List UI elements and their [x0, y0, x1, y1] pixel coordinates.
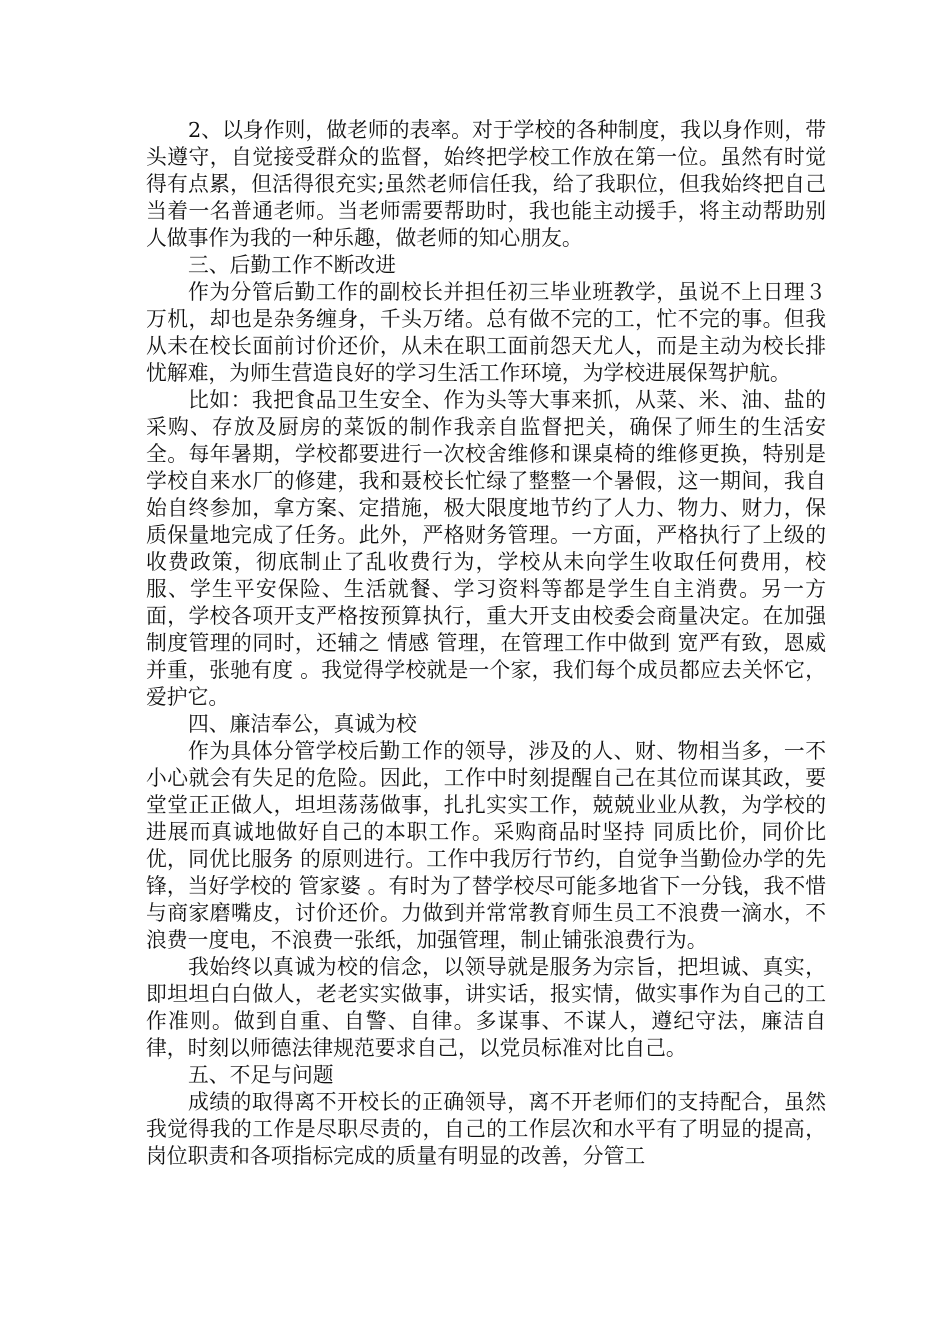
paragraph-logistics-examples: 比如：我把食品卫生安全、作为头等大事来抓，从菜、米、油、盐的采购、存放及厨房的菜饭的制作我亲自监督把关，确保了师生的生活安全。每年暑期，学校都要进行一次校舍维修和课桌椅的维修更换，特别是学校自来水厂的修建，我和聂校长忙绿了整整一个暑假，这一期间，我自始自终参加，拿方案、定措施，极大限度地节约了人力、物力、财力，保质保量地完成了任务。此外，严格财务管理。一方面，严格执行了上级的收费政策，彻底制止了乱收费行为，学校从未向学生收取任何费用，校服、学生平安保险、生活就餐、学习资料等都是学生自主消费。另一方面，学校各项开支严格按预算执行，重大开支由校委会商量决定。在加强制度管理的同时，还辅之 情感 管理，在管理工作中做到 宽严有致，恩威并重，张驰有度 。我觉得学校就是一个家，我们每个成员都应去关怀它，爱护它。: [146, 388, 826, 709]
paragraph-lead-by-example: 2、以身作则，做老师的表率。对于学校的各种制度，我以身作则，带头遵守，自觉接受群众的监督，始终把学校工作放在第一位。虽然有时觉得有点累，但活得很充实;虽然老师信任我，给了我职位，但我始终把自己当着一名普通老师。当老师需要帮助时，我也能主动援手，将主动帮助别人做事作为我的一种乐趣，做老师的知心朋友。: [146, 118, 826, 250]
paragraph-integrity-work: 作为具体分管学校后勤工作的领导，涉及的人、财、物相当多，一不小心就会有失足的危险。因此，工作中时刻提醒自己在其位而谋其政，要堂堂正正做人，坦坦荡荡做事，扎扎实实工作，兢兢业业从教，为学校的进展而真诚地做好自己的本职工作。采购商品时坚持 同质比价，同价比优，同优比服务 的原则进行。工作中我厉行节约，自觉争当勤俭办学的先锋，当好学校的 管家婆 。有时为了替学校尽可能多地省下一分钱，我不惜与商家磨嘴皮，讨价还价。力做到并常常教育师生员工不浪费一滴水，不浪费一度电，不浪费一张纸，加强管理，制止铺张浪费行为。: [146, 739, 826, 952]
document-body: [146, 117, 826, 1170]
section-heading-shortcomings: 五、不足与问题: [188, 1063, 334, 1087]
section-heading-integrity: 四、廉洁奉公，真诚为校: [188, 712, 417, 736]
paragraph-integrity-belief: 我始终以真诚为校的信念，以领导就是服务为宗旨，把坦诚、真实，即坦坦白白做人，老老实实做事，讲实话，报实情，做实事作为自己的工作准则。做到自重、自警、自律。多谋事、不谋人，遵纪守法，廉洁自律，时刻以师德法律规范要求自己，以党员标准对比自己。: [146, 955, 826, 1060]
section-heading-logistics: 三、后勤工作不断改进: [188, 253, 396, 277]
paragraph-logistics-role: 作为分管后勤工作的副校长并担任初三毕业班教学，虽说不上日理３万机，却也是杂务缠身，千头万绪。总有做不完的工，忙不完的事。但我从未在校长面前讨价还价，从未在职工面前怨天尤人，而是主动为校长排忧解难，为师生营造良好的学习生活工作环境，为学校进展保驾护航。: [146, 280, 826, 385]
paragraph-shortcomings: 成绩的取得离不开校长的正确领导，离不开老师们的支持配合，虽然我觉得我的工作是尽职尽责的，自己的工作层次和水平有了明显的提高，岗位职责和各项指标完成的质量有明显的改善，分管工: [146, 1090, 826, 1168]
